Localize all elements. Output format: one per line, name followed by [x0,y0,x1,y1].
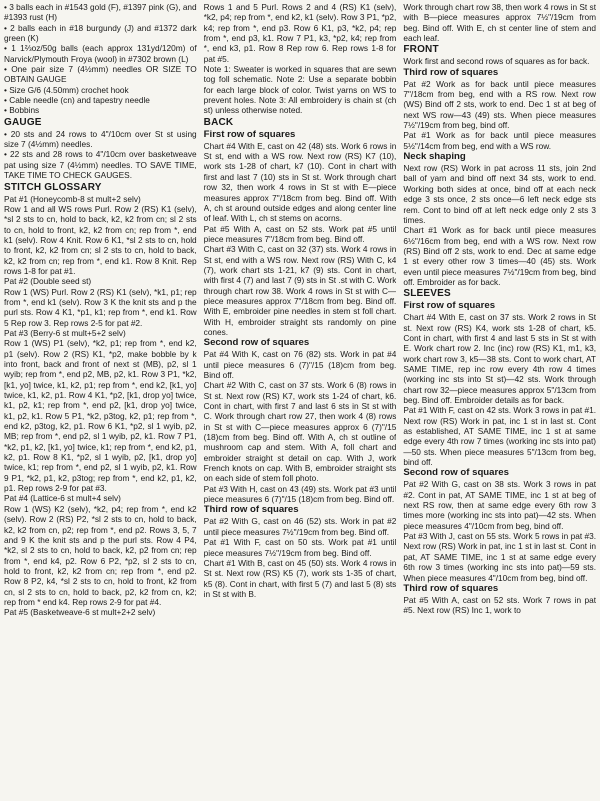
text-column-1 [4,2,197,801]
instruction-paragraph: Chart #4 With E, cast on 37 sts. Work 2 rows in St st. Next row (RS) K4, work sts 1-28 of chart, k5. Cont in chart, with first 4 and last 5 sts in St st with E. Work chart row 2. Inc (inc) row (RS) K1, m1, k3, work chart row 3, k5—38 sts. Cont to work chart, AT SAME TIME, rep inc row every 4th row 4 times (working inc sts into St st)—42 sts. Work through chart row 32—piece measures approx 5"/13cm from beg. Bind off. Embroider details as for back. [403,312,597,405]
instruction-paragraph: Work first and second rows of squares as for back. [403,56,590,67]
instruction-paragraph: Chart #1 With B, cast on 45 (50) sts. Work 4 rows in St st. Next row (RS) K5 (7), work sts 1-35 of chart, k5 (8). Cont in chart, with first 5 (7) and last 5 (8) sts in St st with B. [203,557,397,599]
subsection-heading: First row of squares [203,128,296,140]
instruction-paragraph: Pat #3 (Berry-6 st mult+5+2 selv) [4,327,126,338]
instruction-paragraph: Row 1 and all WS rows Purl. Row 2 (RS) K1 (selv), *sl 2 sts to cn, hold to back, k2, k2 from cn; sl 2 sts to cn, hold to front, k2, k2 from cn; rep from *, end k1 (selv). Row 4 Knit. Row 6 K1, *sl 2 sts to cn, hold to front, k2, k2 from cn; sl 2 sts to cn, hold to back, k2, k2 from cn; rep from *, end k1. Row 8 Knit. Rep rows 1-8 for pat #1. [4,203,197,276]
instruction-paragraph: Chart #4 With E, cast on 42 (48) sts. Work 6 rows in St st, end with a WS row. Next row (RS) K7 (10), work sts 1-28 of chart, k7 (10). Cont in chart with first and last 7 (10) sts in St st. Work through chart row 32, then work 4 rows in St st with E—piece measures approx 7"/18cm from beg. Bind off. With A, ch st around outside edges and along center line of leaf. With L, ch st stems on acorns. [203,140,397,224]
instruction-paragraph: Chart #3 With C, cast on 32 (37) sts. Work 4 rows in St st, end with a WS row. Next row (RS) With C, k4 (7), work chart sts 1-21, k7 (9) sts. Cont in chart, with first 4 (7) and last 7 (9) sts in St .st with C. Work through chart row 38. Work 4 rows in St st with C—piece measures approx 7"/18cm from beg. Bind off. With E, embroider pine needles in stem st foll chart. With H, embroider straight sts randomly on pine cones. [203,244,397,337]
instruction-paragraph: Pat #2 With G, cast on 38 sts. Work 3 rows in pat #2. Cont in pat, AT SAME TIME, inc 1 st at beg of next RS row, then at same edge every 6th row 3 times more (working inc sts into pat)—42 sts. When piece measures 4"/10cm from beg, bind off. [403,479,597,531]
subsection-heading: Third row of squares [403,66,499,78]
instruction-paragraph: Pat #2 (Double seed st) [4,276,92,287]
instruction-paragraph: Note 1: Sweater is worked in squares that are sewn tog foll schematic. Note 2: Use a separate bobbin for each large block of color. Twist yarns on WS to prevent holes. Note 3: All embroidery is chain st (ch st) unless otherwise noted. [203,64,397,116]
materials-bullet: • 3 balls each in #1543 gold (F), #1397 pink (G), and #1393 rust (H) [4,2,197,23]
instruction-paragraph: Work through chart row 38, then work 4 rows in St st with B—piece measures approx 7½"/19cm from beg. Bind off. With E, ch st center line of stem and each leaf. [403,2,597,44]
subsection-heading: Third row of squares [203,504,299,516]
section-heading: BACK [203,116,234,128]
materials-bullet: • Cable needle (cn) and tapestry needle [4,95,197,105]
instruction-paragraph: Pat #1 Work as for back until piece measures 5½"/14cm from beg, end with a WS row. [403,130,597,151]
instruction-paragraph: Pat #5 (Basketweave-6 st mult+2+2 selv) [4,607,156,618]
subsection-heading: Third row of squares [403,582,499,594]
instruction-paragraph: Row 1 (WS) Purl. Row 2 (RS) K1 (selv), *k1, p1; rep from *, end k1 (selv). Row 3 K the knit sts and p the purl sts. Row 4 K1, *p1, k1; rep from *, end k1. Row 5 Rep row 3. Rep rows 2-5 for pat #2. [4,286,197,328]
instruction-paragraph: Pat #3 With H, cast on 43 (49) sts. Work pat #3 until piece measures 6 (7)"/15 (18)cm from beg. Bind off. [203,483,397,505]
section-heading: GAUGE [4,116,42,128]
text-column-2 [204,2,397,801]
materials-bullet: • Bobbins [4,105,197,115]
instruction-paragraph: Next row (RS) Work in pat across 11 sts, join 2nd ball of yarn and bind off next 34 sts, work to end. Working both sides at once, bind off at each neck edge 3 sts once, 2 sts once—6 left neck edge sts rem. Cont to bind off at left neck edge only 2 sts 3 times. [403,163,597,225]
materials-bullet: • Size G/6 (4.50mm) crochet hook [4,85,197,95]
instruction-paragraph: Pat #3 With J, cast on 55 sts. Work 5 rows in pat #3. Next row (RS) Work in pat, inc 1 st in last st. Cont in pat, AT SAME TIME, inc 1 st at same edge every 6th row 3 times (working inc sts into pat)—59 sts. When piece measures 4"/10cm from beg, bind off. [403,531,597,583]
instruction-paragraph: Pat #2 Work as for back until piece measures 7"/18cm from beg, end with a RS row. Next row (WS) Bind off 2 sts, work to end. Dec 1 st at beg of next WS row—43 (49) sts. When piece measures 7½"/19cm from beg, bind off. [403,78,597,131]
materials-bullet: • 20 sts and 24 rows to 4"/10cm over St st using size 7 (4½mm) needles. [4,129,197,150]
section-heading: FRONT [403,44,439,56]
text-column-3 [403,2,596,801]
instruction-paragraph: Pat #1 (Honeycomb-8 st mult+2 selv) [4,193,141,204]
instruction-paragraph: Row 1 (WS) P1 (selv), *k2, p1; rep from *, end k2, p1 (selv). Row 2 (RS) K1, *p2, make bobble by k into front, back and front of next st (MB), p2, sl 1 wyib; rep from *, end p2, MB, p2, k1. Row 3 P1, *k2, [k1, yo] twice, k1, k2, p1; rep from *, end k2, [k1, yo] twice, k1, k2, p1. Row 4 K1, *p2, [k1, drop yo] twice, k1, p2, k1; rep from *, end p2, [k1, drop yo] twice, k1, p2, k1. Row 5 P1, *k2, p3tog, k2, p1; rep from *, end k2, p3tog, k2, p1. Row 6 K1, *p2, sl 1 wyib, p2, MB; rep from *, end p2, sl 1 wyib, p2, k1. Row 7 P1, *k2, p1, k2, [k1, yo] twice, k1; rep from *, end k2, p1, k2, p1. Row 8 K1, *p2, sl 1 wyib, p2, [k1, drop yo] twice, k1; rep from *, end p2, sl 1 wyib, p2, k1. Row 9 P1, *k2, p1, k2, p3tog; rep from *, end k2, p1, k2, p1. Rep rows 2-9 for pat #3. [4,338,197,494]
instruction-paragraph: Pat #2 With G, cast on 46 (52) sts. Work in pat #2 until piece measures 7½"/19cm from beg. Bind off. [203,516,397,537]
subsection-heading: First row of squares [403,300,496,312]
materials-bullet: • One pair size 7 (4½mm) needles OR SIZE TO OBTAIN GAUGE [4,64,197,85]
instruction-paragraph: Pat #5 With A, cast on 52 sts. Work 7 rows in pat #5. Next row (RS) Inc 1, work to [403,594,597,616]
instruction-paragraph: Pat #1 With F, cast on 50 sts. Work pat #1 until piece measures 7½"/19cm from beg. Bind off. [203,537,397,558]
subsection-heading: Neck shaping [403,151,466,163]
instruction-paragraph: Chart #1 Work as for back until piece measures 6½"/16cm from beg, end with a WS row. Next row (RS) Bind off 2 sts, work to end. Dec at same edge 1 st every other row 3 times—40 (45) sts. Work even until piece measures 7½"/19cm from beg, bind off. Embroider as for back. [403,225,597,287]
instruction-paragraph: Pat #5 With A, cast on 52 sts. Work pat #5 until piece measures 7"/18cm from beg. Bind off. [203,223,397,244]
instruction-paragraph: Row 1 (WS) K2 (selv), *k2, p4; rep from *, end k2 (selv). Row 2 (RS) P2, *sl 2 sts to cn, hold to back, k2, k2 from cn, p2; rep from *, end p2. Rows 3, 5, 7 and 9 K the knit sts and p the purl sts. Row 4 P4, *k2, sl 2 sts to cn, hold to back, k2, p2 from cn; rep from *, end k4, p2. Row 6 P2, *p2, sl 2 sts to cn, hold to front, k2, k2 from cn; rep from *, end p2. Row 8 P2, k4, *sl 2 sts to cn, hold to front, k2 from cn, sl 2 sts to cn, hold to back, p2, k2 from cn, k2; rep from * end k4. Rep rows 2-9 for pat #4. [4,503,197,607]
subsection-heading: Second row of squares [203,337,310,349]
materials-bullet: • 2 balls each in #18 burgundy (J) and #1372 dark green (K) [4,23,197,44]
instruction-paragraph: Pat #4 With K, cast on 76 (82) sts. Work in pat #4 until piece measures 6 (7)"/15 (18)cm from beg. Bind off. [203,349,397,380]
section-heading: SLEEVES [403,288,451,300]
subsection-heading: Second row of squares [403,467,509,479]
instruction-paragraph: Rows 1 and 5 Purl. Rows 2 and 4 (RS) K1 (selv), *k2, p4; rep from *, end k2, k1 (selv). Row 3 P1, *p2, k4; rep from *, end p3. Row 6 K1, p3, *k2, p4; rep from *, end p3, k1. Row 7 P1, k3, *p2, k4; rep from *, end k3, p1. Row 8 Rep row 6. Rep rows 1-8 for pat #5. [203,2,397,64]
section-heading: STITCH GLOSSARY [4,181,102,193]
instruction-paragraph: Pat #4 (Lattice-6 st mult+4 selv) [4,493,121,504]
instruction-paragraph: Chart #2 With C, cast on 37 sts. Work 6 (8) rows in St st. Next row (RS) K7, work sts 1-24 of chart, k6. Cont in chart, with first 7 and last 6 sts in St st with C. Work through chart row 27, then work 4 (8) rows in St st with C—piece measures approx 6 (7)"/15 (18)cm from beg. Bind off. With A, ch st outline of mushroom cap and stem. With A, foll chart and embroider straight st detail on cap. With J, work French knots on cap. With B, embroider straight sts on each side of stem foll photo. [203,380,397,484]
materials-bullet: • 1 1⅔oz/50g balls (each approx 131yd/120m) of Narvick/Plymouth Froya (wool) in #7302 brown (L) [4,43,197,64]
instruction-paragraph: Pat #1 With F, cast on 42 sts. Work 3 rows in pat #1. Next row (RS) Work in pat, inc 1 st in last st. Cont as established, AT SAME TIME, inc 1 st at same edge every 4th row 7 times (working inc sts into pat)—50 sts. When piece measures 5"/13cm from beg, bind off. [403,405,597,468]
materials-bullet: • 22 sts and 28 rows to 4"/10cm over basketweave pat using size 7 (4½mm) needles. TO SAVE TIME, TAKE TIME TO CHECK GAUGES. [4,149,197,180]
